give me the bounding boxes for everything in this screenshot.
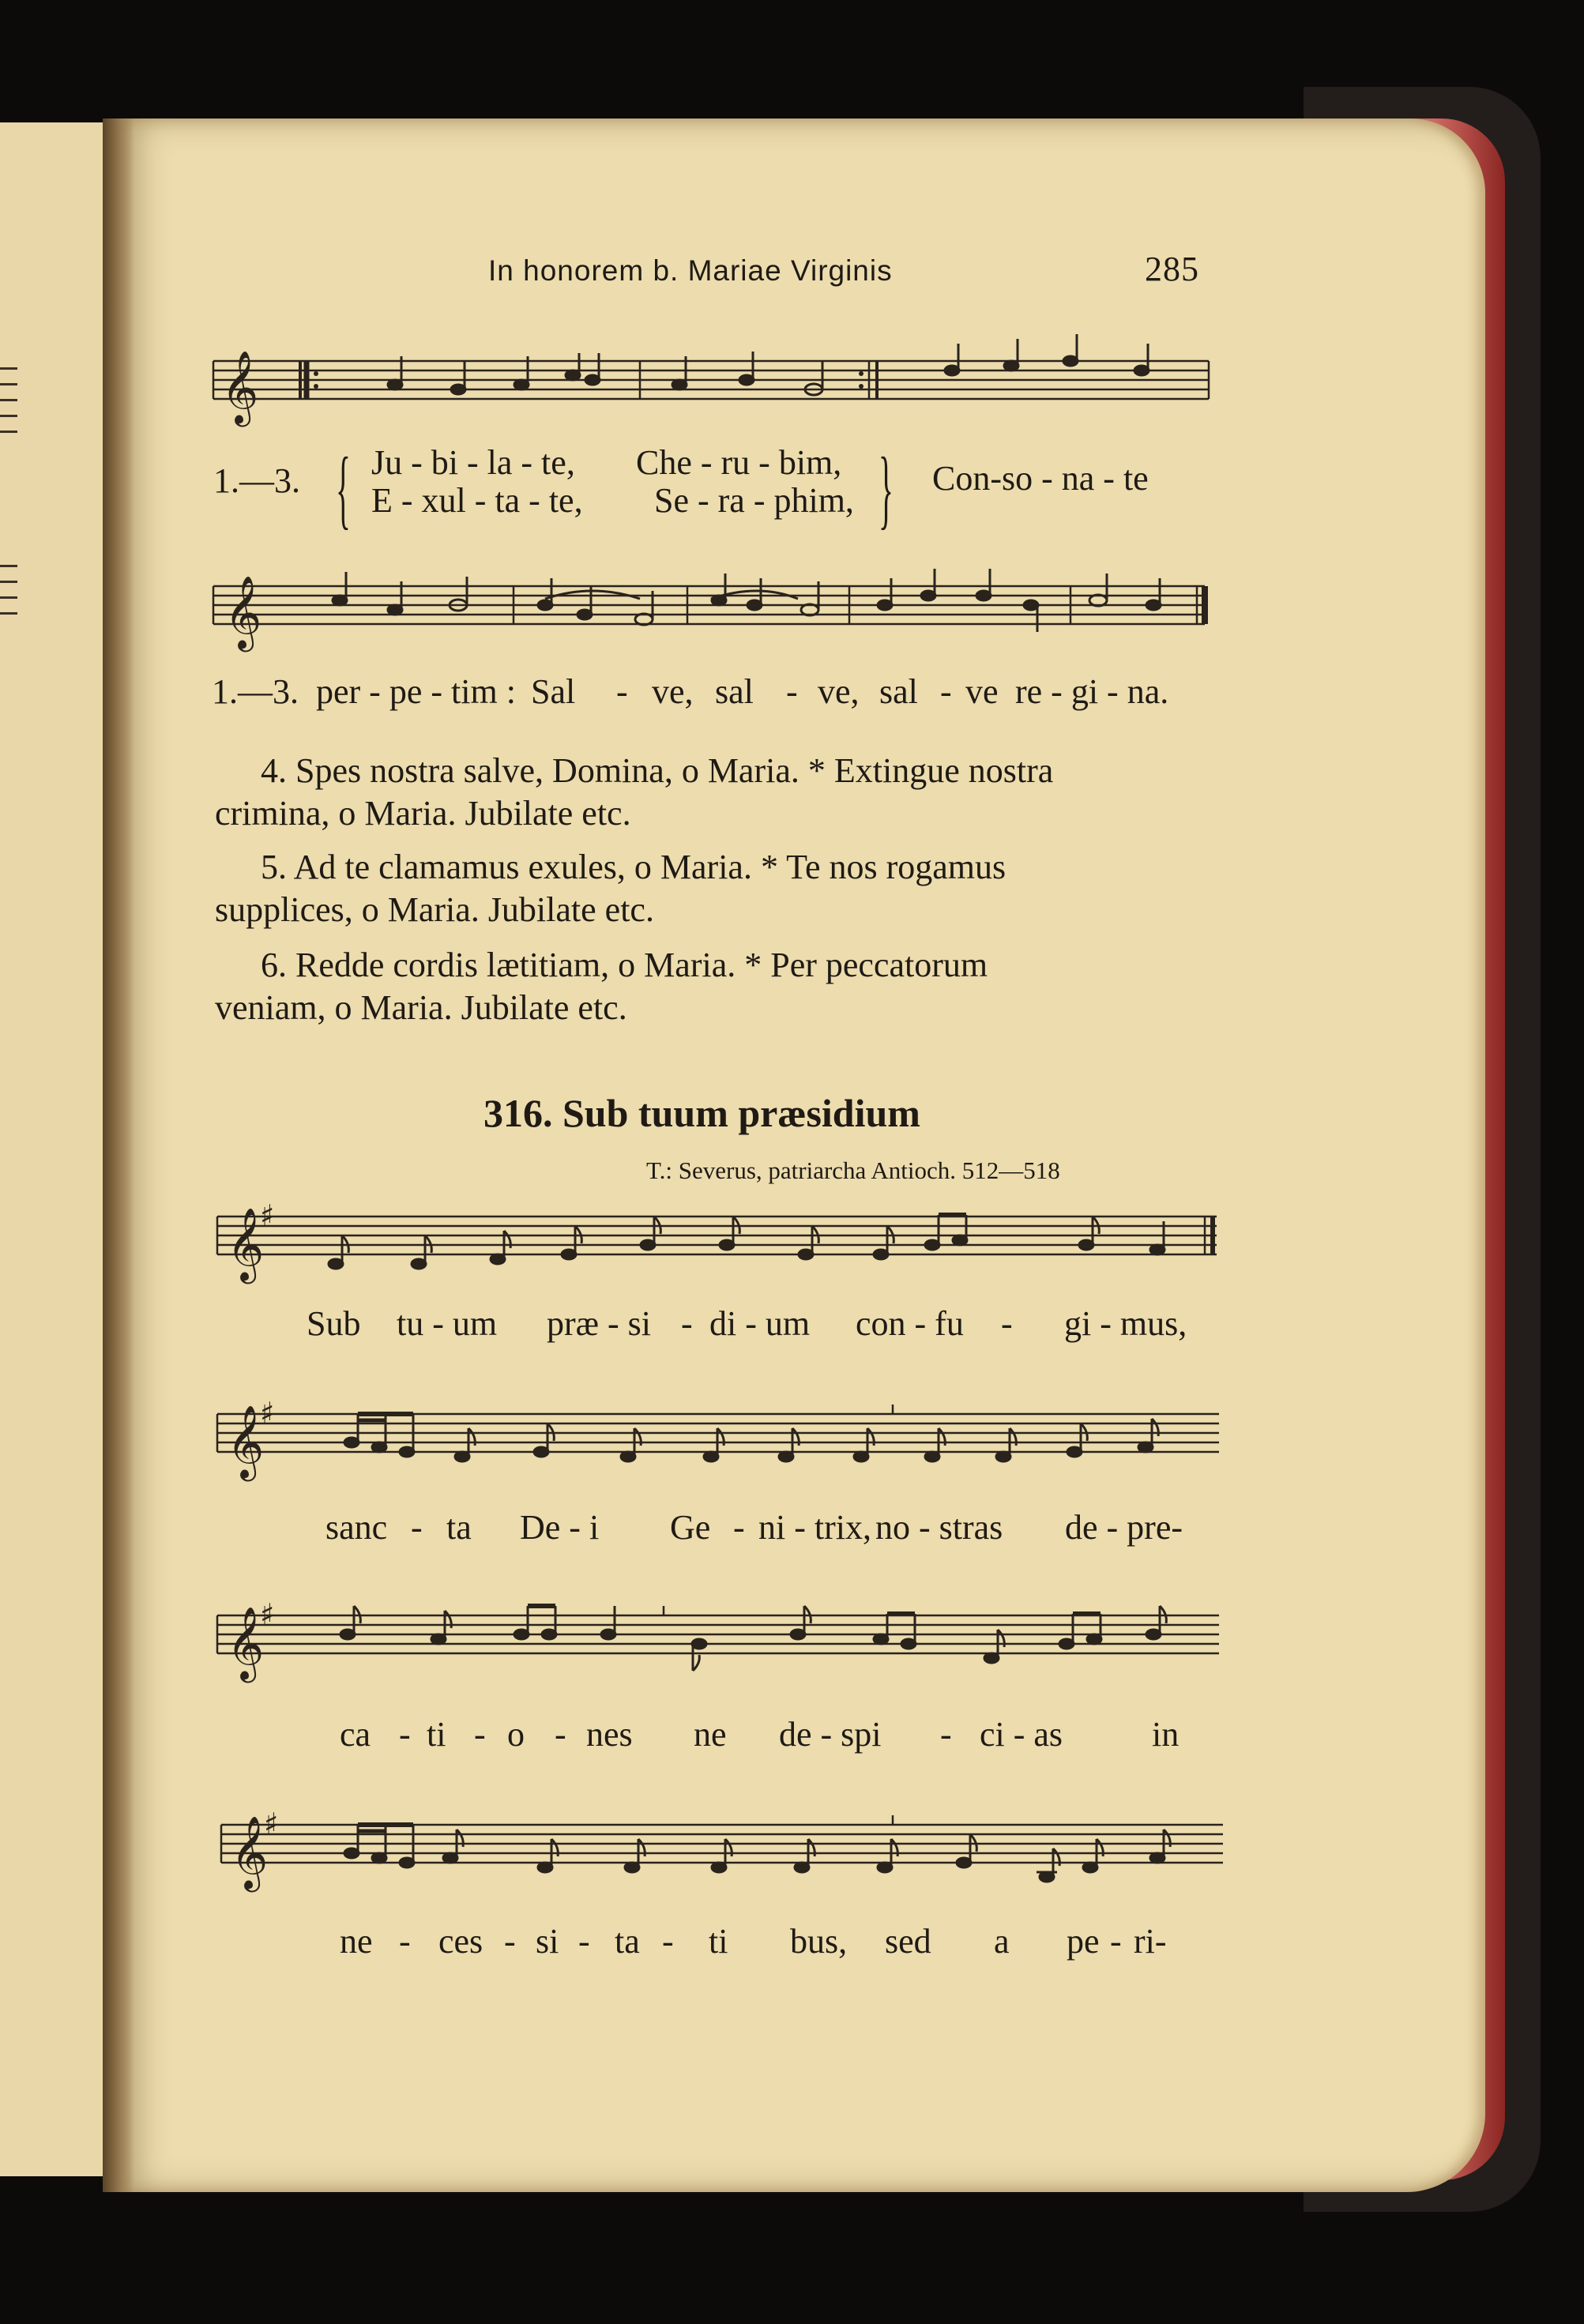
lyric-syllable: ti [709,1922,728,1961]
lyric-syllable: - [940,1715,952,1754]
lyric-syllable: præ - si [547,1304,651,1343]
lyric-syllable: - [616,672,628,711]
music-staff-316-3 [217,1592,1221,1694]
svg-text:𝄞: 𝄞 [227,1207,265,1280]
lyric-refrain: Con-so - na - te [932,459,1149,498]
lyric-syllable: E - xul - ta - te, [371,481,583,520]
lyric-syllable: re - gi - na. [1015,672,1169,711]
lyric-syllable: ve, [652,672,694,711]
music-staff-2 [213,567,1217,662]
page-number: 285 [1145,250,1199,288]
verse-label: 1.—3. [213,461,300,500]
lyric-syllable: con - fu [856,1304,964,1343]
lyric-syllable: ri- [1134,1922,1167,1961]
left-brace: { [336,440,351,538]
lyric-syllable: De - i [520,1508,600,1547]
svg-text:𝄞: 𝄞 [227,1405,265,1478]
lyric-syllable: pe [1067,1922,1100,1961]
running-header: In honorem b. Mariae Virginis [488,254,893,287]
lyric-syllable: ve, [818,672,860,711]
music-staff-316-1 [217,1193,1221,1295]
verse-label: 1.—3. [212,672,299,711]
lyric-syllable: - [504,1922,516,1961]
lyric-syllable: sanc [325,1508,388,1547]
lyric-syllable: - [733,1508,745,1547]
lyric-syllable: - [474,1715,486,1754]
lyric-syllable: - [555,1715,566,1754]
lyric-syllable: no - stras [875,1508,1003,1547]
svg-text:𝄞: 𝄞 [227,1606,265,1679]
lyric-syllable: - [411,1508,423,1547]
lyric-syllable: o [507,1715,525,1754]
lyric-syllable: ne [340,1922,373,1961]
stanza-4-line-1: 4. Spes nostra salve, Domina, o Maria. * Extingue nostra [261,751,1054,790]
lyric-syllable: ne [694,1715,727,1754]
lyric-syllable: - [578,1922,590,1961]
lyric-syllable: - [940,672,952,711]
svg-text:𝄞: 𝄞 [231,1815,269,1889]
lyric-syllable: tu - um [397,1304,498,1343]
lyric-syllable: - [1001,1304,1013,1343]
lyric-syllable: Se - ra - phim, [654,481,854,520]
lyric-syllable: a [994,1922,1010,1961]
lyric-syllable: ci - as [980,1715,1063,1754]
lyric-syllable: Che - ru - bim, [636,443,842,482]
lyric-syllable: Sal [531,672,576,711]
lyric-syllable: gi - mus, [1064,1304,1187,1343]
text-credit: T.: Severus, patriarcha Antioch. 512—518 [646,1156,1060,1184]
lyric-syllable: - [399,1922,411,1961]
svg-text:♯: ♯ [260,1396,275,1431]
book-gutter [103,118,134,2192]
lyric-syllable: ta [446,1508,472,1547]
svg-text:♯: ♯ [260,1198,275,1233]
lyric-syllable: sal [879,672,918,711]
lyric-syllable: - [786,672,798,711]
lyric-syllable: sed [885,1922,931,1961]
stanza-5-line-1: 5. Ad te clamamus exules, o Maria. * Te nos rogamus [261,848,1006,886]
lyric-syllable: Ju - bi - la - te, [371,443,575,482]
svg-text:𝄞: 𝄞 [221,350,259,423]
hymn-title: 316. Sub tuum præsidium [483,1091,920,1135]
svg-text:♯: ♯ [260,1597,275,1632]
lyric-syllable: - [1110,1922,1122,1961]
lyric-syllable: in [1152,1715,1180,1754]
svg-text:𝄞: 𝄞 [224,575,262,649]
lyric-syllable: bus, [790,1922,848,1961]
lyric-syllable: - [662,1922,674,1961]
lyric-syllable: - [399,1715,411,1754]
stanza-6-line-1: 6. Redde cordis lætitiam, o Maria. * Per peccatorum [261,946,988,984]
music-staff-316-2 [217,1390,1221,1493]
lyric-syllable: ni - trix, [758,1508,871,1547]
stanza-6-line-2: veniam, o Maria. Jubilate etc. [215,988,627,1027]
lyric-syllable: sal [715,672,754,711]
lyric-syllable: ti [427,1715,446,1754]
svg-text:♯: ♯ [264,1807,279,1841]
lyric-syllable: nes [586,1715,633,1754]
lyric-syllable: ces [438,1922,483,1961]
right-brace: } [879,440,894,538]
lyric-syllable: de - pre- [1065,1508,1183,1547]
lyric-syllable: ve [965,672,999,711]
lyric-syllable: de - spi [779,1715,882,1754]
lyric-syllable: - [681,1304,693,1343]
lyric-syllable: di - um [709,1304,811,1343]
stanza-5-line-2: supplices, o Maria. Jubilate etc. [215,890,654,929]
lyric-syllable: si [536,1922,559,1961]
music-staff-316-4 [221,1801,1225,1904]
lyric-syllable: Ge [670,1508,711,1547]
stanza-4-line-2: crimina, o Maria. Jubilate etc. [215,794,631,833]
music-staff-1 [213,352,1217,446]
lyric-line: per - pe - tim : [316,672,516,711]
lyric-syllable: ta [615,1922,640,1961]
lyric-syllable: Sub [307,1304,361,1343]
lyric-syllable: ca [340,1715,371,1754]
